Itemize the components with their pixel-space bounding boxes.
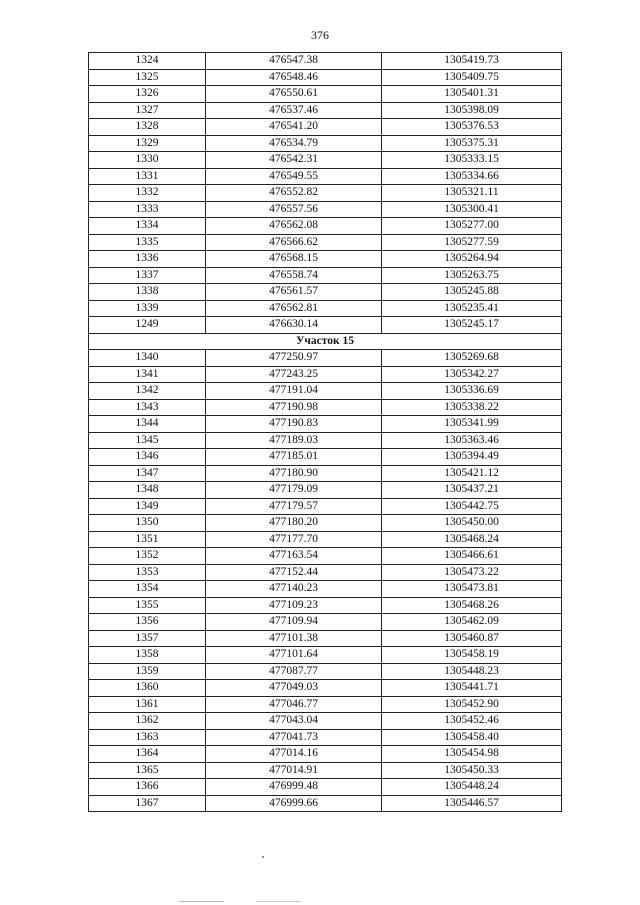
- table-row: [89, 663, 562, 680]
- x-coordinate-cell: 477179.57: [206, 498, 382, 515]
- y-coordinate-cell: 1305458.40: [382, 729, 562, 746]
- point-number-cell: 1327: [89, 102, 206, 119]
- point-number-cell: 1338: [89, 284, 206, 301]
- table-row: [89, 515, 562, 532]
- point-number-cell: 1358: [89, 647, 206, 664]
- point-number-cell: 1352: [89, 548, 206, 565]
- table-row: [89, 581, 562, 598]
- x-coordinate-cell: 477109.94: [206, 614, 382, 631]
- x-coordinate-cell: 477177.70: [206, 531, 382, 548]
- table-row: [89, 185, 562, 202]
- x-coordinate-cell: 476550.61: [206, 86, 382, 103]
- y-coordinate-cell: 1305375.31: [382, 135, 562, 152]
- y-coordinate-cell: 1305441.71: [382, 680, 562, 697]
- section-header-row: [89, 333, 562, 350]
- x-coordinate-cell: 476557.56: [206, 201, 382, 218]
- x-coordinate-cell: 476561.57: [206, 284, 382, 301]
- point-number-cell: 1362: [89, 713, 206, 730]
- x-coordinate-cell: 477041.73: [206, 729, 382, 746]
- x-coordinate-cell: 477152.44: [206, 564, 382, 581]
- y-coordinate-cell: 1305452.46: [382, 713, 562, 730]
- table-row: [89, 69, 562, 86]
- y-coordinate-cell: 1305454.98: [382, 746, 562, 763]
- x-coordinate-cell: 476999.48: [206, 779, 382, 796]
- y-coordinate-cell: 1305300.41: [382, 201, 562, 218]
- table-row: [89, 119, 562, 136]
- y-coordinate-cell: 1305277.59: [382, 234, 562, 251]
- point-number-cell: 1328: [89, 119, 206, 136]
- y-coordinate-cell: 1305437.21: [382, 482, 562, 499]
- point-number-cell: 1333: [89, 201, 206, 218]
- x-coordinate-cell: 477049.03: [206, 680, 382, 697]
- table-row: [89, 614, 562, 631]
- table-row: [89, 432, 562, 449]
- y-coordinate-cell: 1305336.69: [382, 383, 562, 400]
- point-number-cell: 1346: [89, 449, 206, 466]
- y-coordinate-cell: 1305473.22: [382, 564, 562, 581]
- x-coordinate-cell: 477140.23: [206, 581, 382, 598]
- y-coordinate-cell: 1305450.33: [382, 762, 562, 779]
- table-row: [89, 647, 562, 664]
- y-coordinate-cell: 1305421.12: [382, 465, 562, 482]
- x-coordinate-cell: 477180.90: [206, 465, 382, 482]
- table-row: [89, 498, 562, 515]
- y-coordinate-cell: 1305235.41: [382, 300, 562, 317]
- y-coordinate-cell: 1305409.75: [382, 69, 562, 86]
- y-coordinate-cell: 1305446.57: [382, 795, 562, 812]
- x-coordinate-cell: 476548.46: [206, 69, 382, 86]
- x-coordinate-cell: 476562.81: [206, 300, 382, 317]
- table-row: [89, 201, 562, 218]
- x-coordinate-cell: 477101.64: [206, 647, 382, 664]
- point-number-cell: 1329: [89, 135, 206, 152]
- table-row: [89, 729, 562, 746]
- point-number-cell: 1360: [89, 680, 206, 697]
- x-coordinate-cell: 477046.77: [206, 696, 382, 713]
- x-coordinate-cell: 476568.15: [206, 251, 382, 268]
- point-number-cell: 1337: [89, 267, 206, 284]
- point-number-cell: 1334: [89, 218, 206, 235]
- table-row: [89, 680, 562, 697]
- table-row: [89, 779, 562, 796]
- point-number-cell: 1249: [89, 317, 206, 334]
- table-row: [89, 218, 562, 235]
- table-row: [89, 465, 562, 482]
- scan-speck: [262, 856, 264, 858]
- x-coordinate-cell: 476542.31: [206, 152, 382, 169]
- y-coordinate-cell: 1305245.17: [382, 317, 562, 334]
- x-coordinate-cell: 476549.55: [206, 168, 382, 185]
- point-number-cell: 1326: [89, 86, 206, 103]
- table-row: [89, 564, 562, 581]
- y-coordinate-cell: 1305452.90: [382, 696, 562, 713]
- table-row: [89, 746, 562, 763]
- table-row: [89, 300, 562, 317]
- table-row: [89, 399, 562, 416]
- point-number-cell: 1339: [89, 300, 206, 317]
- page-number: 376: [311, 28, 329, 42]
- x-coordinate-cell: 477191.04: [206, 383, 382, 400]
- y-coordinate-cell: 1305394.49: [382, 449, 562, 466]
- table-row: [89, 383, 562, 400]
- scan-edge-line: [0, 901, 640, 902]
- y-coordinate-cell: 1305341.99: [382, 416, 562, 433]
- table-row: [89, 482, 562, 499]
- y-coordinate-cell: 1305277.00: [382, 218, 562, 235]
- point-number-cell: 1355: [89, 597, 206, 614]
- point-number-cell: 1364: [89, 746, 206, 763]
- y-coordinate-cell: 1305245.88: [382, 284, 562, 301]
- x-coordinate-cell: 477179.09: [206, 482, 382, 499]
- table-row: [89, 267, 562, 284]
- y-coordinate-cell: 1305460.87: [382, 630, 562, 647]
- y-coordinate-cell: 1305342.27: [382, 366, 562, 383]
- point-number-cell: 1343: [89, 399, 206, 416]
- y-coordinate-cell: 1305458.19: [382, 647, 562, 664]
- x-coordinate-cell: 477185.01: [206, 449, 382, 466]
- point-number-cell: 1351: [89, 531, 206, 548]
- y-coordinate-cell: 1305376.53: [382, 119, 562, 136]
- x-coordinate-cell: 477014.16: [206, 746, 382, 763]
- table-row: [89, 53, 562, 70]
- point-number-cell: 1366: [89, 779, 206, 796]
- y-coordinate-cell: 1305334.66: [382, 168, 562, 185]
- coordinates-table-body: [89, 53, 562, 812]
- x-coordinate-cell: 476552.82: [206, 185, 382, 202]
- x-coordinate-cell: 476562.08: [206, 218, 382, 235]
- y-coordinate-cell: 1305419.73: [382, 53, 562, 70]
- point-number-cell: 1348: [89, 482, 206, 499]
- y-coordinate-cell: 1305269.68: [382, 350, 562, 367]
- point-number-cell: 1356: [89, 614, 206, 631]
- table-row: [89, 597, 562, 614]
- x-coordinate-cell: 477190.98: [206, 399, 382, 416]
- table-row: [89, 251, 562, 268]
- point-number-cell: 1325: [89, 69, 206, 86]
- point-number-cell: 1347: [89, 465, 206, 482]
- point-number-cell: 1345: [89, 432, 206, 449]
- point-number-cell: 1359: [89, 663, 206, 680]
- y-coordinate-cell: 1305466.61: [382, 548, 562, 565]
- y-coordinate-cell: 1305333.15: [382, 152, 562, 169]
- coordinates-table: [88, 52, 562, 812]
- x-coordinate-cell: 477163.54: [206, 548, 382, 565]
- x-coordinate-cell: 476541.20: [206, 119, 382, 136]
- x-coordinate-cell: 477243.25: [206, 366, 382, 383]
- table-row: [89, 102, 562, 119]
- point-number-cell: 1365: [89, 762, 206, 779]
- x-coordinate-cell: 476558.74: [206, 267, 382, 284]
- point-number-cell: 1331: [89, 168, 206, 185]
- point-number-cell: 1363: [89, 729, 206, 746]
- table-row: [89, 234, 562, 251]
- point-number-cell: 1336: [89, 251, 206, 268]
- y-coordinate-cell: 1305363.46: [382, 432, 562, 449]
- point-number-cell: 1342: [89, 383, 206, 400]
- point-number-cell: 1353: [89, 564, 206, 581]
- table-row: [89, 168, 562, 185]
- y-coordinate-cell: 1305468.26: [382, 597, 562, 614]
- point-number-cell: 1349: [89, 498, 206, 515]
- y-coordinate-cell: 1305473.81: [382, 581, 562, 598]
- x-coordinate-cell: 476999.66: [206, 795, 382, 812]
- table-row: [89, 795, 562, 812]
- y-coordinate-cell: 1305462.09: [382, 614, 562, 631]
- y-coordinate-cell: 1305442.75: [382, 498, 562, 515]
- y-coordinate-cell: 1305468.24: [382, 531, 562, 548]
- x-coordinate-cell: 476534.79: [206, 135, 382, 152]
- table-row: [89, 284, 562, 301]
- x-coordinate-cell: 476547.38: [206, 53, 382, 70]
- table-row: [89, 152, 562, 169]
- table-row: [89, 350, 562, 367]
- table-row: [89, 630, 562, 647]
- y-coordinate-cell: 1305448.24: [382, 779, 562, 796]
- table-row: [89, 86, 562, 103]
- point-number-cell: 1330: [89, 152, 206, 169]
- table-row: [89, 696, 562, 713]
- point-number-cell: 1332: [89, 185, 206, 202]
- table-row: [89, 762, 562, 779]
- table-row: [89, 366, 562, 383]
- x-coordinate-cell: 476566.62: [206, 234, 382, 251]
- x-coordinate-cell: 477109.23: [206, 597, 382, 614]
- point-number-cell: 1335: [89, 234, 206, 251]
- x-coordinate-cell: 476537.46: [206, 102, 382, 119]
- y-coordinate-cell: 1305264.94: [382, 251, 562, 268]
- point-number-cell: 1340: [89, 350, 206, 367]
- x-coordinate-cell: 477189.03: [206, 432, 382, 449]
- point-number-cell: 1357: [89, 630, 206, 647]
- y-coordinate-cell: 1305263.75: [382, 267, 562, 284]
- x-coordinate-cell: 476630.14: [206, 317, 382, 334]
- y-coordinate-cell: 1305338.22: [382, 399, 562, 416]
- y-coordinate-cell: 1305450.00: [382, 515, 562, 532]
- x-coordinate-cell: 477087.77: [206, 663, 382, 680]
- x-coordinate-cell: 477250.97: [206, 350, 382, 367]
- point-number-cell: 1361: [89, 696, 206, 713]
- point-number-cell: 1324: [89, 53, 206, 70]
- table-row: [89, 449, 562, 466]
- point-number-cell: 1350: [89, 515, 206, 532]
- point-number-cell: 1341: [89, 366, 206, 383]
- table-row: [89, 416, 562, 433]
- y-coordinate-cell: 1305398.09: [382, 102, 562, 119]
- x-coordinate-cell: 477190.83: [206, 416, 382, 433]
- table-row: [89, 531, 562, 548]
- table-row: [89, 317, 562, 334]
- point-number-cell: 1354: [89, 581, 206, 598]
- y-coordinate-cell: 1305401.31: [382, 86, 562, 103]
- x-coordinate-cell: 477043.04: [206, 713, 382, 730]
- y-coordinate-cell: 1305321.11: [382, 185, 562, 202]
- table-row: [89, 713, 562, 730]
- point-number-cell: 1367: [89, 795, 206, 812]
- y-coordinate-cell: 1305448.23: [382, 663, 562, 680]
- point-number-cell: 1344: [89, 416, 206, 433]
- table-row: [89, 548, 562, 565]
- x-coordinate-cell: 477180.20: [206, 515, 382, 532]
- x-coordinate-cell: 477101.38: [206, 630, 382, 647]
- section-title: Участок 15: [89, 333, 562, 350]
- table-row: [89, 135, 562, 152]
- x-coordinate-cell: 477014.91: [206, 762, 382, 779]
